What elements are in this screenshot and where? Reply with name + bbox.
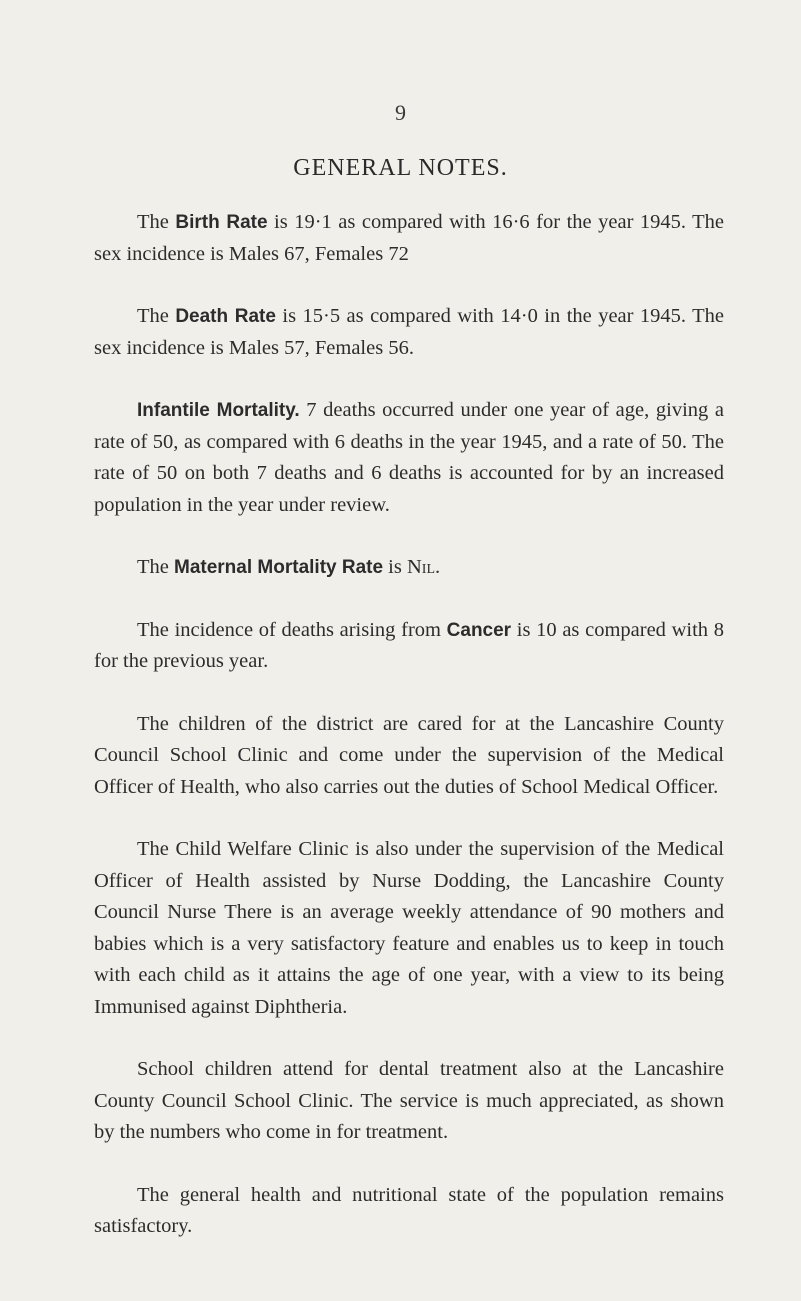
text-segment: is — [383, 556, 407, 578]
text-segment: The — [137, 211, 176, 233]
bold-term-death-rate: Death Rate — [175, 306, 276, 327]
text-segment: The — [137, 556, 174, 578]
text-segment: is 10 as compared with 8 for the previous year. — [94, 618, 724, 672]
text-segment: 7 deaths occurred under one year of age, giving a rate of 50, as compared with 6 deaths in the year 1945, and a rate of 50. The rate of 50 on both 7 deaths and 6 deaths is accounted for by an increased population in the year under review. — [94, 399, 724, 516]
text-segment: is 15·5 as compared with 14·0 in the year 1945. The sex incidence is Males 57, Females 56. — [94, 305, 725, 359]
paragraph-dental-treatment: School children attend for dental treatment also at the Lancashire County Council School Clinic. The service is much appreciated, as shown by the numbers who come in for treatment. — [94, 1058, 724, 1143]
bold-term-maternal-mortality: Maternal Mortality Rate — [174, 557, 384, 578]
bold-term-birth-rate: Birth Rate — [175, 212, 268, 233]
page-title: GENERAL NOTES. — [293, 155, 508, 181]
paragraph-general-health: The general health and nutritional state of the population remains satisfactory. — [94, 1183, 724, 1237]
notes-body — [94, 207, 724, 1274]
bold-term-infantile-mortality: Infantile Mortality. — [137, 400, 300, 421]
bold-term-cancer: Cancer — [446, 619, 512, 641]
paragraph-death-rate — [94, 301, 724, 364]
text-segment: is 19·1 as compared with 16·6 for the year 1945. The sex incidence is Males 67, Females 72 — [94, 211, 725, 265]
paragraph-birth-rate — [94, 207, 724, 270]
text-segment: The incidence of deaths arising from — [137, 618, 447, 641]
paragraph-cancer — [94, 615, 724, 678]
paragraph-child-welfare: The Child Welfare Clinic is also under the supervision of the Medical Officer of Health assisted by Nurse Dodding, the Lancashire County Council Nurse There is an average weekly attendance of 90 mothers and babies which is a very satisfactory feature and enables us to keep in touch with each child as it attains the age of one year, with a view to its being Immunised against Diphtheria. — [94, 838, 724, 1018]
page-number: 9 — [395, 100, 406, 125]
small-caps-value: Nil. — [406, 556, 441, 578]
text-segment: The — [137, 305, 176, 327]
paragraph-school-clinic: The children of the district are cared for at the Lancashire County Council School Clinic and come under the supervision of the Medical Officer of Health, who also carries out the duties of School Medical Officer. — [94, 712, 724, 798]
paragraph-maternal-mortality — [94, 552, 724, 584]
paragraph-infantile-mortality — [94, 395, 724, 521]
